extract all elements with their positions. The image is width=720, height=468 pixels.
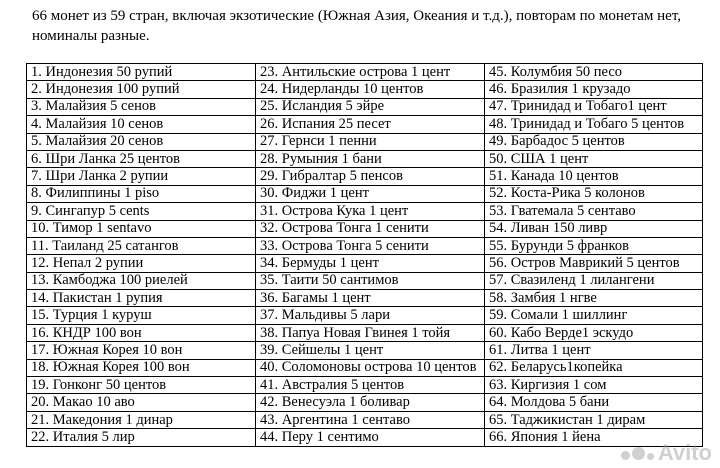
table-cell: 28. Румыния 1 бани xyxy=(256,150,485,167)
table-cell: 36. Багамы 1 цент xyxy=(256,290,485,307)
table-cell: 30. Фиджи 1 цент xyxy=(256,185,485,202)
table-cell: 19. Гонконг 50 центов xyxy=(27,377,256,394)
table-row xyxy=(27,150,703,167)
table-cell: 22. Италия 5 лир xyxy=(27,429,256,446)
table-cell: 9. Сингапур 5 cents xyxy=(27,203,256,220)
table-cell: 37. Мальдивы 5 лари xyxy=(256,307,485,324)
table-cell: 47. Тринидад и Тобаго1 цент xyxy=(485,98,703,115)
table-cell: 57. Свазиленд 1 лилангени xyxy=(485,272,703,289)
table-cell: 21. Македония 1 динар xyxy=(27,411,256,428)
table-cell: 24. Нидерланды 10 центов xyxy=(256,81,485,98)
table-cell: 2. Индонезия 100 рупий xyxy=(27,81,256,98)
table-cell: 8. Филиппины 1 piso xyxy=(27,185,256,202)
table-cell: 65. Таджикистан 1 дирам xyxy=(485,411,703,428)
table-cell: 32. Острова Тонга 1 сенити xyxy=(256,220,485,237)
table-cell: 59. Сомали 1 шиллинг xyxy=(485,307,703,324)
table-row xyxy=(27,133,703,150)
avito-logo-icon xyxy=(621,447,654,460)
table-cell: 54. Ливан 150 ливр xyxy=(485,220,703,237)
table-cell: 62. Беларусь1копейка xyxy=(485,359,703,376)
table-cell: 48. Тринидад и Тобаго 5 центов xyxy=(485,116,703,133)
table-cell: 46. Бразилия 1 крузадо xyxy=(485,81,703,98)
intro-text: 66 монет из 59 стран, включая экзотические (Южная Азия, Океания и т.д.), повторам по монетам нет, номиналы разные. xyxy=(32,8,682,44)
table-cell: 33. Острова Тонга 5 сенити xyxy=(256,237,485,254)
table-cell: 12. Непал 2 рупии xyxy=(27,255,256,272)
table-cell: 44. Перу 1 сентимо xyxy=(256,429,485,446)
table-cell: 51. Канада 10 центов xyxy=(485,168,703,185)
table-cell: 50. США 1 цент xyxy=(485,150,703,167)
table-cell: 38. Папуа Новая Гвинея 1 тойя xyxy=(256,324,485,341)
table-cell: 52. Коста-Рика 5 колонов xyxy=(485,185,703,202)
table-cell: 61. Литва 1 цент xyxy=(485,342,703,359)
table-row xyxy=(27,185,703,202)
table-cell: 39. Сейшелы 1 цент xyxy=(256,342,485,359)
table-cell: 58. Замбия 1 нгве xyxy=(485,290,703,307)
table-row xyxy=(27,98,703,115)
table-cell: 1. Индонезия 50 рупий xyxy=(27,64,256,81)
table-row xyxy=(27,81,703,98)
table-row xyxy=(27,64,703,81)
table-row xyxy=(27,324,703,341)
table-row xyxy=(27,168,703,185)
table-cell: 5. Малайзия 20 сенов xyxy=(27,133,256,150)
table-cell: 29. Гибралтар 5 пенсов xyxy=(256,168,485,185)
table-row xyxy=(27,203,703,220)
table-row xyxy=(27,237,703,254)
table-cell: 14. Пакистан 1 рупия xyxy=(27,290,256,307)
table-row xyxy=(27,220,703,237)
table-cell: 42. Венесуэла 1 боливар xyxy=(256,394,485,411)
table-cell: 11. Таиланд 25 сатангов xyxy=(27,237,256,254)
table-cell: 13. Камбоджа 100 риелей xyxy=(27,272,256,289)
table-cell: 25. Исландия 5 эйре xyxy=(256,98,485,115)
table-cell: 66. Япония 1 йена xyxy=(485,429,703,446)
table-cell: 64. Молдова 5 бани xyxy=(485,394,703,411)
watermark-text: Avito xyxy=(657,440,712,465)
table-row xyxy=(27,411,703,428)
table-cell: 34. Бермуды 1 цент xyxy=(256,255,485,272)
table-cell: 45. Колумбия 50 песо xyxy=(485,64,703,81)
table-cell: 41. Австралия 5 центов xyxy=(256,377,485,394)
table-cell: 56. Остров Маврикий 5 центов xyxy=(485,255,703,272)
table-cell: 20. Макао 10 аво xyxy=(27,394,256,411)
table-cell: 43. Аргентина 1 сентаво xyxy=(256,411,485,428)
table-cell: 27. Гернси 1 пенни xyxy=(256,133,485,150)
table-cell: 15. Турция 1 куруш xyxy=(27,307,256,324)
table-cell: 63. Киргизия 1 сом xyxy=(485,377,703,394)
avito-watermark xyxy=(621,440,712,466)
table-cell: 26. Испания 25 песет xyxy=(256,116,485,133)
table-cell: 60. Кабо Верде1 эскудо xyxy=(485,324,703,341)
table-row xyxy=(27,377,703,394)
table-cell: 6. Шри Ланка 25 центов xyxy=(27,150,256,167)
table-cell: 49. Барбадос 5 центов xyxy=(485,133,703,150)
table-row xyxy=(27,394,703,411)
table-row xyxy=(27,255,703,272)
table-cell: 7. Шри Ланка 2 рупии xyxy=(27,168,256,185)
table-row xyxy=(27,429,703,446)
table-row xyxy=(27,342,703,359)
table-cell: 3. Малайзия 5 сенов xyxy=(27,98,256,115)
table-cell: 17. Южная Корея 10 вон xyxy=(27,342,256,359)
table-cell: 4. Малайзия 10 сенов xyxy=(27,116,256,133)
table-cell: 16. КНДР 100 вон xyxy=(27,324,256,341)
coin-table xyxy=(26,63,703,447)
table-cell: 53. Гватемала 5 сентаво xyxy=(485,203,703,220)
table-row xyxy=(27,290,703,307)
table-row xyxy=(27,116,703,133)
coin-table-body xyxy=(27,64,703,447)
table-row xyxy=(27,359,703,376)
table-cell: 10. Тимор 1 sentavo xyxy=(27,220,256,237)
table-cell: 18. Южная Корея 100 вон xyxy=(27,359,256,376)
table-cell: 40. Соломоновы острова 10 центов xyxy=(256,359,485,376)
table-row xyxy=(27,272,703,289)
table-cell: 31. Острова Кука 1 цент xyxy=(256,203,485,220)
table-cell: 55. Бурунди 5 франков xyxy=(485,237,703,254)
table-row xyxy=(27,307,703,324)
table-cell: 23. Антильские острова 1 цент xyxy=(256,64,485,81)
table-cell: 35. Таити 50 сантимов xyxy=(256,272,485,289)
